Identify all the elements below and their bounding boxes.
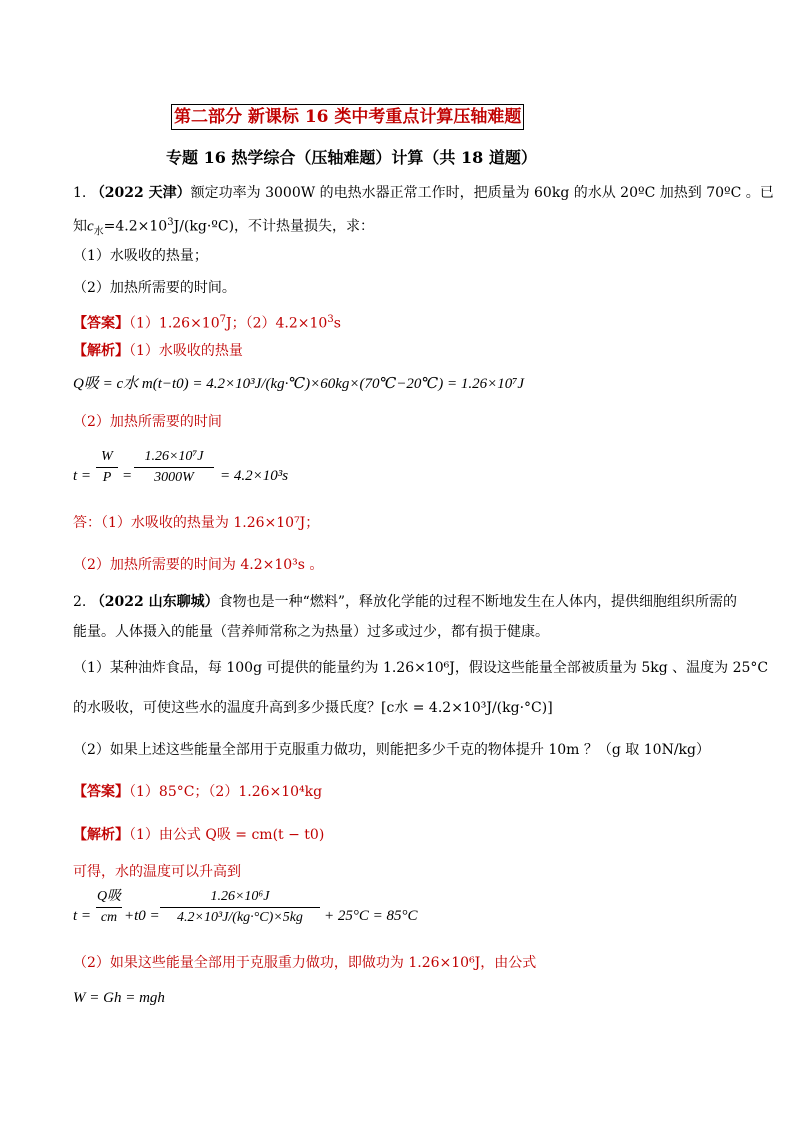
q2-part1-a: （1）某种油炸食品，每 100g 可提供的能量约为 1.26×10⁶J，假设这些能量全部被质量为 5kg 、温度为 25°C — [73, 660, 769, 676]
q2-stem-line2: 能量。人体摄入的能量（营养师常称之为热量）过多或过少，都有损于健康。 — [73, 624, 549, 640]
q1-eq2-lhs: t = — [73, 468, 92, 484]
q1-answer-2b: s — [333, 315, 341, 332]
q2-analysis-tag: 【解析】 — [73, 827, 129, 843]
q2-eq-rhs: + 25°C = 85°C — [324, 908, 418, 924]
q2-eq-fraction-1 — [96, 888, 122, 927]
q1-number: 1. — [73, 185, 87, 201]
q2-text1: 食物也是一种“燃料”，释放化学能的过程不断地发生在人体内，提供细胞组织所需的 — [218, 594, 737, 610]
q1-answer — [73, 310, 341, 334]
q2-source: （2022 山东聊城） — [90, 594, 219, 610]
q2-analysis-1-text: （1）由公式 Q吸 = cm(t − t0) — [129, 827, 325, 843]
q1-analysis-2: （2）加热所需要的时间 — [73, 414, 222, 430]
q1-source: （2022 天津） — [90, 185, 191, 201]
q1-c-symbol: c — [87, 218, 94, 235]
q2-answer — [73, 782, 322, 802]
q1-answer-1-exp: 7 — [219, 314, 226, 325]
q1-c-sub: 水 — [93, 226, 104, 238]
q1-part1: （1）水吸收的热量； — [73, 248, 208, 264]
q1-eq2-rhs: = 4.2×10³s — [220, 468, 289, 484]
q2-eq-f1-den: cm — [100, 910, 118, 925]
q2-part1-b: 的水吸收，可使这些水的温度升高到多少摄氏度？[c水 = 4.2×10³J/(kg·°C)] — [73, 700, 553, 716]
part-title: 第二部分 新课标 16 类中考重点计算压轴难题 — [171, 104, 524, 130]
q1-text1: 额定功率为 3000W 的电热水器正常工作时，把质量为 60kg 的水从 20ºC 加热到 70ºC 。已 — [190, 185, 774, 201]
q1-final-1: 答：（1）水吸收的热量为 1.26×10⁷J； — [73, 515, 320, 531]
q2-part2: （2）如果上述这些能量全部用于克服重力做功，则能把多少千克的物体提升 10m ？（g 取 10N/kg） — [73, 742, 710, 758]
q2-eq-fraction-2 — [160, 888, 320, 927]
q2-analysis-1 — [73, 825, 324, 845]
q2-eq-plus: +t0 = — [124, 908, 160, 924]
q1-part2: （2）加热所需要的时间。 — [73, 280, 236, 296]
q1-analysis-1-text: （1）水吸收的热量 — [129, 343, 243, 359]
q1-final-2: （2）加热所需要的时间为 4.2×10³s 。 — [73, 557, 324, 573]
q2-stem-line1 — [73, 592, 737, 612]
q1-eq2-f1-num: W — [101, 449, 113, 464]
q1-eq2-equals: = — [122, 468, 133, 484]
q2-answer-tag: 【答案】 — [73, 784, 129, 800]
q1-eq2-f2-num: 1.26×10⁷J — [144, 449, 204, 464]
q2-number: 2. — [73, 594, 87, 610]
q2-eq-f2-num: 1.26×10⁶J — [210, 889, 270, 904]
q1-answer-2-exp: 3 — [327, 314, 334, 325]
q1-exp: 3 — [167, 217, 174, 228]
q1-text2a: 知 — [73, 218, 87, 235]
q1-answer-tag: 【答案】 — [73, 315, 129, 332]
q1-eq2-fraction-2 — [134, 448, 214, 487]
q1-analysis-tag: 【解析】 — [73, 343, 129, 359]
q2-eq-f1-num: Q吸 — [96, 889, 122, 904]
q1-stem-line2 — [73, 213, 374, 242]
q1-eq2-f2-den: 3000W — [154, 470, 194, 485]
q1-eq2-f1-den: P — [102, 470, 112, 485]
q1-stem-line1 — [73, 183, 774, 203]
q2-derive: 可得，水的温度可以升高到 — [73, 864, 241, 880]
q1-eq2-fraction-1 — [96, 448, 118, 487]
q1-analysis-1 — [73, 341, 243, 361]
q2-equation-3: W = Gh = mgh — [73, 990, 165, 1006]
q1-text2c: J/(kg·ºC)，不计热量损失，求： — [173, 218, 375, 235]
q1-text2b: =4.2×10 — [103, 218, 168, 235]
q1-answer-1a: （1）1.26×10 — [129, 315, 220, 332]
q2-eq-lhs: t = — [73, 908, 92, 924]
q2-analysis-2: （2）如果这些能量全部用于克服重力做功，即做功为 1.26×10⁶J，由公式 — [73, 955, 537, 971]
q1-answer-1b: J；（2）4.2×10 — [226, 315, 328, 332]
q2-eq-f2-den: 4.2×10³J/(kg·°C)×5kg — [177, 910, 303, 925]
q1-equation-1: Q吸 = c水 m(t−t0) = 4.2×10³J/(kg·℃)×60kg×(70℃−20℃) = 1.26×10⁷J — [73, 376, 525, 392]
q2-answer-text: （1）85°C；（2）1.26×10⁴kg — [129, 784, 323, 800]
topic-title: 专题 16 热学综合（压轴难题）计算（共 18 道题） — [166, 148, 537, 167]
